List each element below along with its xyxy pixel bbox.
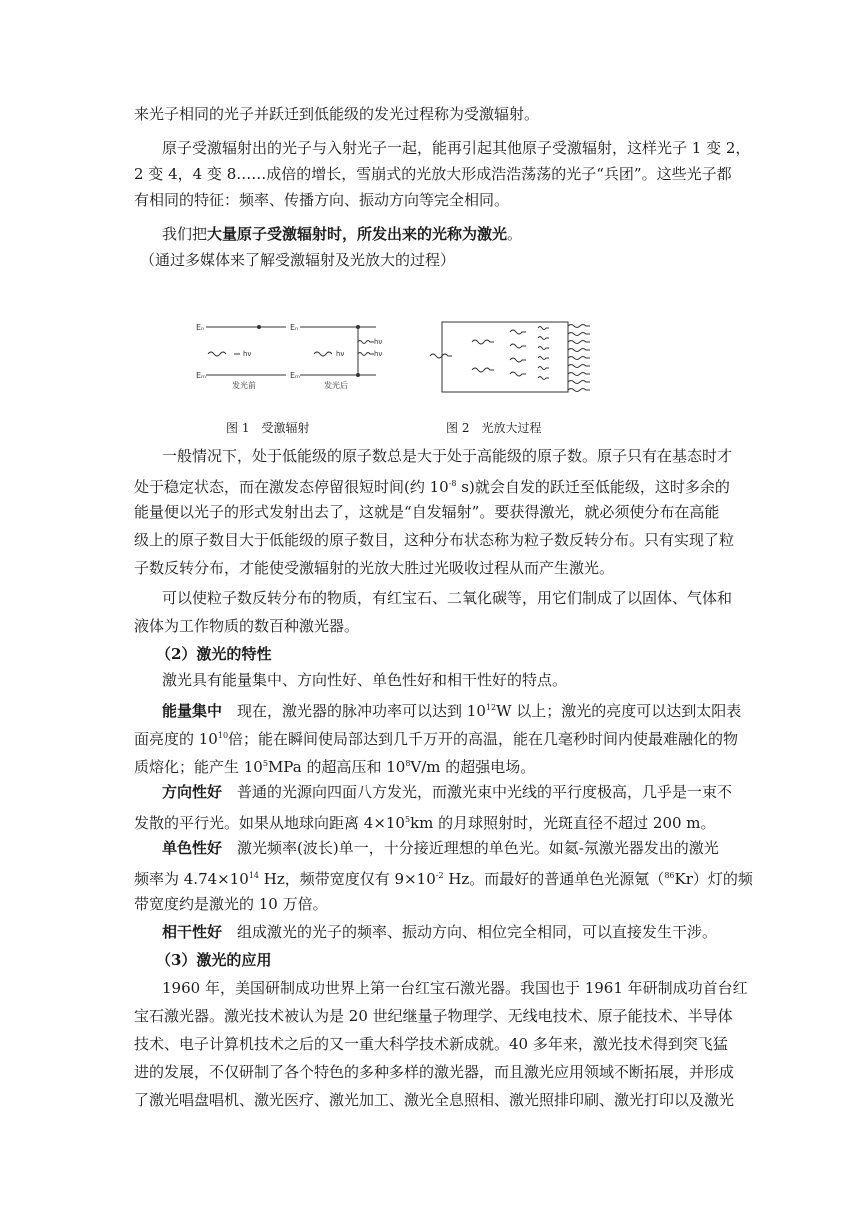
photon-wave bbox=[358, 353, 374, 356]
photon-wave bbox=[510, 372, 526, 376]
text-run: MPa 的超高压和 10 bbox=[267, 758, 406, 776]
output-wave bbox=[568, 341, 590, 344]
text-run: km 的月球照射时，光斑直径不超过 200 m。 bbox=[410, 814, 716, 832]
photon-label: hν bbox=[374, 338, 383, 346]
mono-line bbox=[162, 838, 734, 858]
paragraph-line: 技术、电子计算机技术之后的又一重大科学技术新成就。40 多年来，激光技术得到突飞猛 bbox=[134, 1035, 728, 1053]
text-run: 现在，激光器的脉冲功率可以达到 10 bbox=[222, 702, 486, 720]
superscript: 5 bbox=[262, 759, 268, 768]
superscript: 12 bbox=[485, 703, 497, 712]
section-heading-3: （3）激光的应用 bbox=[156, 951, 272, 969]
text-run: 倍；能在瞬间使局部达到几千万开的高温，能在几毫秒时间内使最难融化的物 bbox=[228, 730, 739, 748]
text-run: 面亮度的 10 bbox=[134, 730, 218, 748]
text-run: 质熔化；能产生 10 bbox=[134, 758, 263, 776]
output-wave bbox=[568, 349, 590, 352]
term-direction: 方向性好 bbox=[162, 783, 223, 801]
figure-2-caption: 图 2 光放大过程 bbox=[446, 421, 542, 435]
energy-line bbox=[134, 726, 739, 749]
photon-wave bbox=[358, 341, 374, 344]
output-wave bbox=[568, 381, 590, 384]
text-run: 。 bbox=[507, 225, 523, 243]
photon-label: hν bbox=[336, 350, 345, 358]
amplifier-box bbox=[442, 322, 568, 392]
paragraph-line: 激光具有能量集中、方向性好、单色性好和相干性好的特点。 bbox=[162, 671, 568, 689]
output-wave bbox=[568, 365, 590, 368]
photon-wave bbox=[538, 367, 549, 370]
photon-wave bbox=[538, 377, 549, 380]
level-label-em: Eₘ bbox=[290, 371, 301, 380]
text-run: 激光频率(波长)单一，十分接近理想的单色光。如氦-氖激光器发出的激光 bbox=[222, 839, 719, 857]
text-run: 发散的平行光。如果从地球向距离 4×10 bbox=[134, 814, 405, 832]
photon-wave bbox=[538, 337, 549, 340]
superscript: 5 bbox=[404, 815, 411, 824]
electron-dot bbox=[356, 373, 360, 377]
text-run: 组成激光的光子的频率、振动方向、相位完全相同，可以直接发生干涉。 bbox=[222, 923, 718, 941]
coherence-line bbox=[162, 922, 734, 942]
paragraph-line: 宝石激光器。激光技术被认为是 20 世纪继量子物理学、无线电技术、原子能技术、半导体 bbox=[134, 1007, 733, 1025]
energy-line bbox=[134, 754, 734, 777]
energy-line bbox=[162, 698, 742, 721]
photon-wave bbox=[472, 340, 494, 344]
laser-definition bbox=[162, 224, 734, 244]
superscript: 86 bbox=[664, 871, 675, 880]
after-label: 发光后 bbox=[324, 381, 348, 390]
paragraph-line: 进的发展，不仅研制了各个特色的多种多样的激光器，而且激光应用领域不断拓展，并形成 bbox=[134, 1063, 735, 1081]
direction-line bbox=[134, 810, 734, 833]
output-wave bbox=[568, 333, 590, 336]
paragraph-line: 一般情况下，处于低能级的原子数总是大于处于高能级的原子数。原子只有在基态时才 bbox=[162, 447, 733, 465]
section-heading-2: （2）激光的特性 bbox=[156, 645, 272, 663]
paragraph-line: 能量便以光子的形式发射出去了，这就是“自发辐射”。要获得激光，就必须使分布在高能 bbox=[134, 503, 720, 521]
paragraph-line: 有相同的特征：频率、传播方向、振动方向等完全相同。 bbox=[134, 191, 510, 209]
mono-line bbox=[134, 866, 753, 889]
photon-label: hν bbox=[243, 350, 252, 358]
paragraph-line: 了激光唱盘唱机、激光医疗、激光加工、激光全息照相、激光照排印刷、激光打印以及激光 bbox=[134, 1091, 735, 1109]
level-label-en: Eₙ bbox=[290, 323, 299, 332]
text-run: 普通的光源向四面八方发光，而激光束中光线的平行度极高，几乎是一束不 bbox=[222, 783, 733, 801]
paragraph-line: 来光子相同的光子并跃迁到低能级的发光过程称为受激辐射。 bbox=[134, 105, 540, 123]
output-wave bbox=[568, 325, 590, 328]
photon-wave bbox=[510, 344, 526, 348]
photon-wave bbox=[538, 357, 549, 360]
photon-wave bbox=[510, 358, 526, 362]
paragraph-line: 可以使粒子数反转分布的物质，有红宝石、二氧化碳等，用它们制成了以固体、气体和 bbox=[162, 589, 733, 607]
photon-wave bbox=[314, 352, 332, 356]
electron-dot bbox=[257, 325, 261, 329]
text-run: 我们把 bbox=[162, 225, 208, 243]
superscript: -8 bbox=[448, 479, 457, 488]
output-wave bbox=[568, 389, 590, 392]
text-run: Hz，频带宽度仅有 9×10 bbox=[259, 870, 436, 888]
text-run: Kr）灯的频 bbox=[674, 870, 753, 888]
paragraph-line bbox=[134, 474, 734, 497]
text-run: Hz。而最好的普通单色光源氪（ bbox=[443, 870, 665, 888]
term-coherence: 相干性好 bbox=[162, 923, 223, 941]
level-label-en: Eₙ bbox=[196, 323, 205, 332]
electron-dot bbox=[356, 325, 360, 329]
paragraph-line: 2 变 4，4 变 8……成倍的增长，雪崩式的光放大形成浩浩荡荡的光子“兵团”。这些光子都 bbox=[134, 165, 732, 183]
bold-definition: 大量原子受激辐射时，所发出来的光称为激光 bbox=[207, 225, 508, 243]
photon-wave bbox=[208, 352, 226, 356]
text-run: s)就会自发的跃迁至低能级，这时多余的 bbox=[456, 478, 730, 496]
term-energy: 能量集中 bbox=[162, 702, 223, 720]
text-run: V/m 的超强电场。 bbox=[410, 758, 536, 776]
paragraph-line: 液体为工作物质的数百种激光器。 bbox=[134, 617, 360, 635]
photon-label: hν bbox=[374, 350, 383, 358]
text-run: W 以上；激光的亮度可以达到太阳表 bbox=[496, 702, 742, 720]
term-mono: 单色性好 bbox=[162, 839, 223, 857]
photon-wave bbox=[510, 330, 526, 334]
light-amplification-figure bbox=[428, 318, 598, 398]
photon-wave bbox=[472, 368, 494, 372]
level-label-em: Eₘ bbox=[196, 371, 207, 380]
output-wave bbox=[568, 373, 590, 376]
output-wave bbox=[568, 357, 590, 360]
paragraph-line: 子数反转分布，才能使受激辐射的光放大胜过光吸收过程从而产生激光。 bbox=[134, 559, 615, 577]
text-run: 频率为 4.74×10 bbox=[134, 870, 249, 888]
figure-1-caption: 图 1 受激辐射 bbox=[226, 421, 310, 435]
photon-wave bbox=[430, 354, 452, 358]
superscript: 8 bbox=[405, 759, 411, 768]
before-label: 发光前 bbox=[232, 381, 256, 390]
mono-line: 带宽度约是激光的 10 万倍。 bbox=[134, 895, 328, 913]
superscript: 14 bbox=[248, 871, 260, 880]
multimedia-note: （通过多媒体来了解受激辐射及光放大的过程） bbox=[140, 251, 456, 269]
stimulated-emission-figure bbox=[196, 316, 383, 396]
superscript: -2 bbox=[435, 871, 444, 880]
paragraph-line: 原子受激辐射出的光子与入射光子一起，能再引起其他原子受激辐射，这样光子 1 变 2， bbox=[162, 139, 751, 157]
paragraph-line: 级上的原子数目大于低能级的原子数目，这种分布状态称为粒子数反转分布。只有实现了粒 bbox=[134, 531, 735, 549]
photon-wave bbox=[538, 347, 549, 350]
superscript: 10 bbox=[217, 731, 229, 740]
direction-line bbox=[162, 782, 734, 802]
text-run: 处于稳定状态，而在激发态停留很短时间(约 10 bbox=[134, 478, 449, 496]
paragraph-line: 1960 年，美国研制成功世界上第一台红宝石激光器。我国也于 1961 年研制成功首台红 bbox=[162, 979, 748, 997]
photon-wave bbox=[538, 327, 549, 330]
